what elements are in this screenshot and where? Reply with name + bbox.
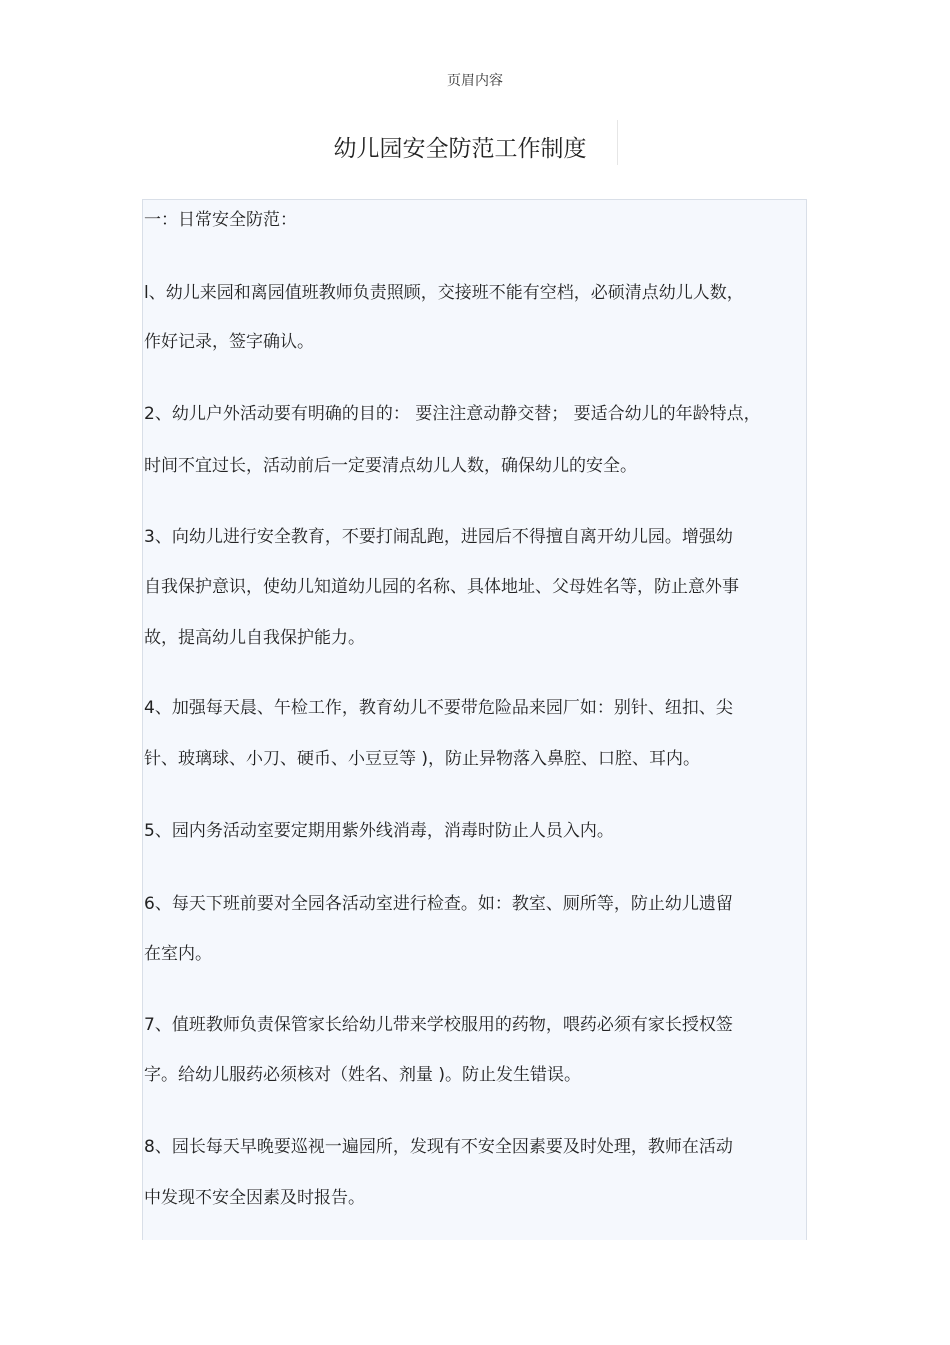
- rule-3-line-2: 自我保护意识，使幼儿知道幼儿园的名称、具体地址、父母姓名等，防止意外事: [144, 577, 739, 597]
- page-header: 页眉内容: [447, 73, 503, 89]
- rule-7-line-1: 7、值班教师负责保管家长给幼儿带来学校服用的药物，喂药必须有家长授权签: [144, 1015, 733, 1035]
- rule-2-line-2: 时间不宜过长，活动前后一定要清点幼儿人数，确保幼儿的安全。: [144, 456, 637, 476]
- rule-2-line-1: 2、幼儿户外活动要有明确的目的： 要注注意动静交替； 要适合幼儿的年龄特点，: [144, 404, 761, 424]
- rule-6-line-1: 6、每天下班前要对全园各活动室进行检查。如：教室、厕所等，防止幼儿遗留: [144, 894, 733, 914]
- rule-8-line-1: 8、园长每天早晚要巡视一遍园所，发现有不安全因素要及时处理，教师在活动: [144, 1137, 733, 1157]
- rule-8-line-2: 中发现不安全因素及时报告。: [144, 1188, 365, 1208]
- rule-5-line-1: 5、园内务活动室要定期用紫外线消毒，消毒时防止人员入内。: [144, 821, 614, 841]
- rule-3-line-1: 3、向幼儿进行安全教育，不要打闹乱跑，进园后不得擅自离开幼儿园。增强幼: [144, 527, 733, 547]
- title-divider: [617, 120, 618, 165]
- rule-3-line-3: 故，提高幼儿自我保护能力。: [144, 628, 365, 648]
- rule-1-line-2: 作好记录，签字确认。: [144, 332, 314, 352]
- rule-1-line-1: l、幼儿来园和离园值班教师负责照顾，交接班不能有空档，必硕清点幼儿人数，: [144, 283, 744, 303]
- document-title: 幼儿园安全防范工作制度: [333, 136, 587, 162]
- section-heading: 一：日常安全防范：: [144, 210, 297, 230]
- rule-6-line-2: 在室内。: [144, 944, 212, 964]
- rule-4-line-2: 针、玻璃球、小刀、硬币、小豆豆等 )，防止异物落入鼻腔、口腔、耳内。: [144, 749, 701, 769]
- rule-7-line-2: 字。给幼儿服药必须核对（姓名、剂量 )。防止发生错误。: [144, 1065, 582, 1085]
- rule-4-line-1: 4、加强每天晨、午检工作，教育幼儿不要带危险品来园厂如：别针、纽扣、尖: [144, 698, 733, 718]
